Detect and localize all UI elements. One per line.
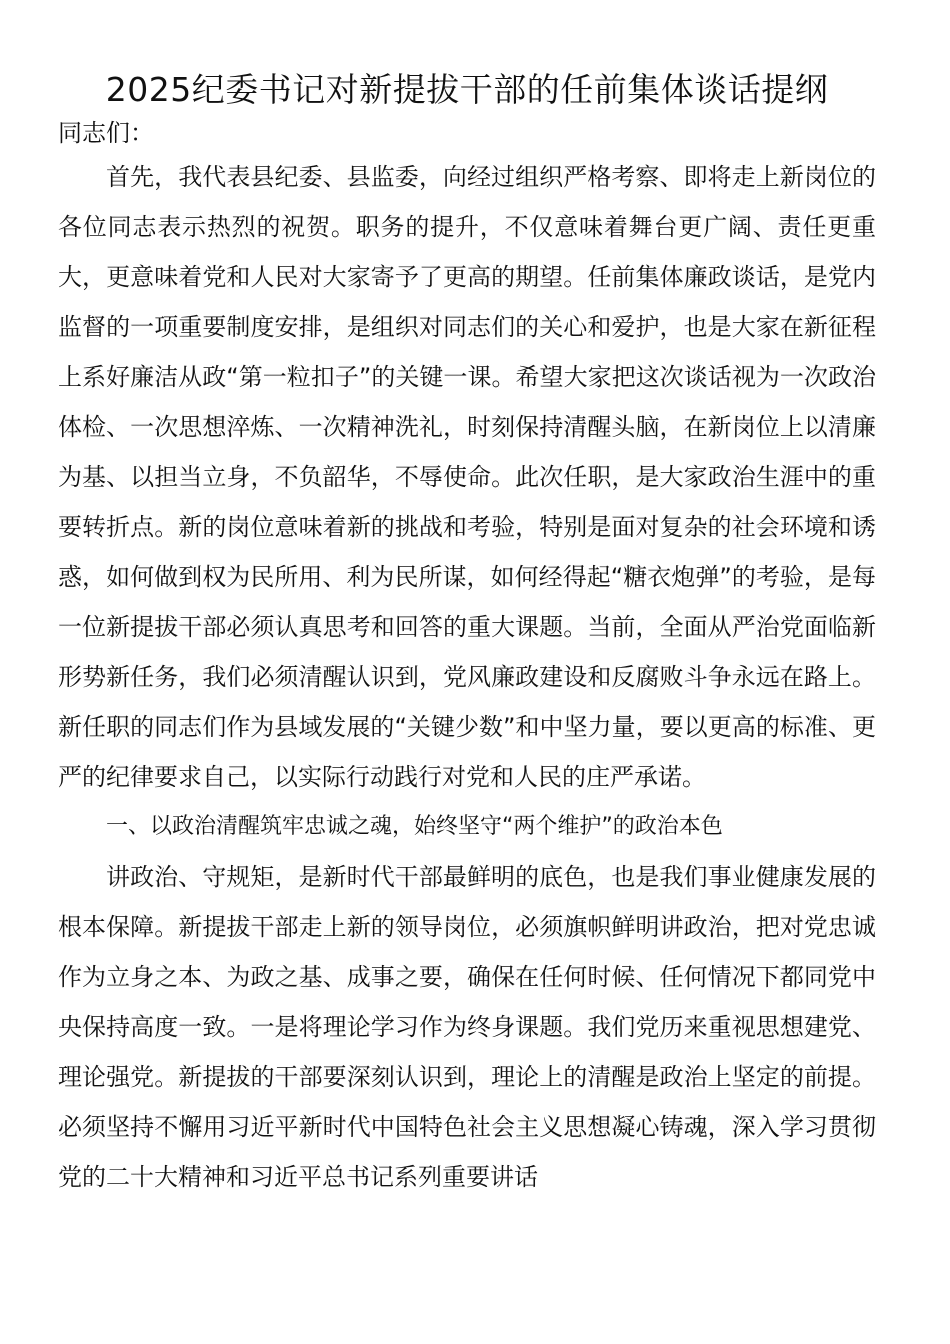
section-paragraph: 讲政治、守规矩，是新时代干部最鲜明的底色，也是我们事业健康发展的根本保障。新提拔干部走上新的领导岗位，必须旗帜鲜明讲政治，把对党忠诚作为立身之本、为政之基、成事之要，确保在任何时候、任何情况下都同党中央保持高度一致。一是将理论学习作为终身课题。我们党历来重视思想建党、理论强党。新提拔的干部要深刻认识到，理论上的清醒是政治上坚定的前提。必须坚持不懈用习近平新时代中国特色社会主义思想凝心铸魂，深入学习贯彻党的二十大精神和习近平总书记系列重要讲话 (58, 863, 876, 1191)
greeting: 同志们： (58, 119, 154, 147)
document-page (58, 66, 876, 1202)
intro-paragraph: 首先，我代表县纪委、县监委，向经过组织严格考察、即将走上新岗位的各位同志表示热烈的祝贺。职务的提升，不仅意味着舞台更广阔、责任更重大，更意味着党和人民对大家寄予了更高的期望。任前集体廉政谈话，是党内监督的一项重要制度安排，是组织对同志们的关心和爱护，也是大家在新征程上系好廉洁从政“第一粒扣子”的关键一课。希望大家把这次谈话视为一次政治体检、一次思想淬炼、一次精神洗礼，时刻保持清醒头脑，在新岗位上以清廉为基、以担当立身，不负韶华，不辱使命。此次任职，是大家政治生涯中的重要转折点。新的岗位意味着新的挑战和考验，特别是面对复杂的社会环境和诱惑，如何做到权为民所用、利为民所谋，如何经得起“糖衣炮弹”的考验，是每一位新提拔干部必须认真思考和回答的重大课题。当前，全面从严治党面临新形势新任务，我们必须清醒认识到，党风廉政建设和反腐败斗争永远在路上。新任职的同志们作为县域发展的“关键少数”和中坚力量，要以更高的标准、更严的纪律要求自己，以实际行动践行对党和人民的庄严承诺。 (58, 163, 876, 791)
document-title: 2025纪委书记对新提拔干部的任前集体谈话提纲 (105, 70, 829, 109)
section-heading: 一、以政治清醒筑牢忠诚之魂，始终坚守“两个维护”的政治本色 (106, 814, 723, 839)
